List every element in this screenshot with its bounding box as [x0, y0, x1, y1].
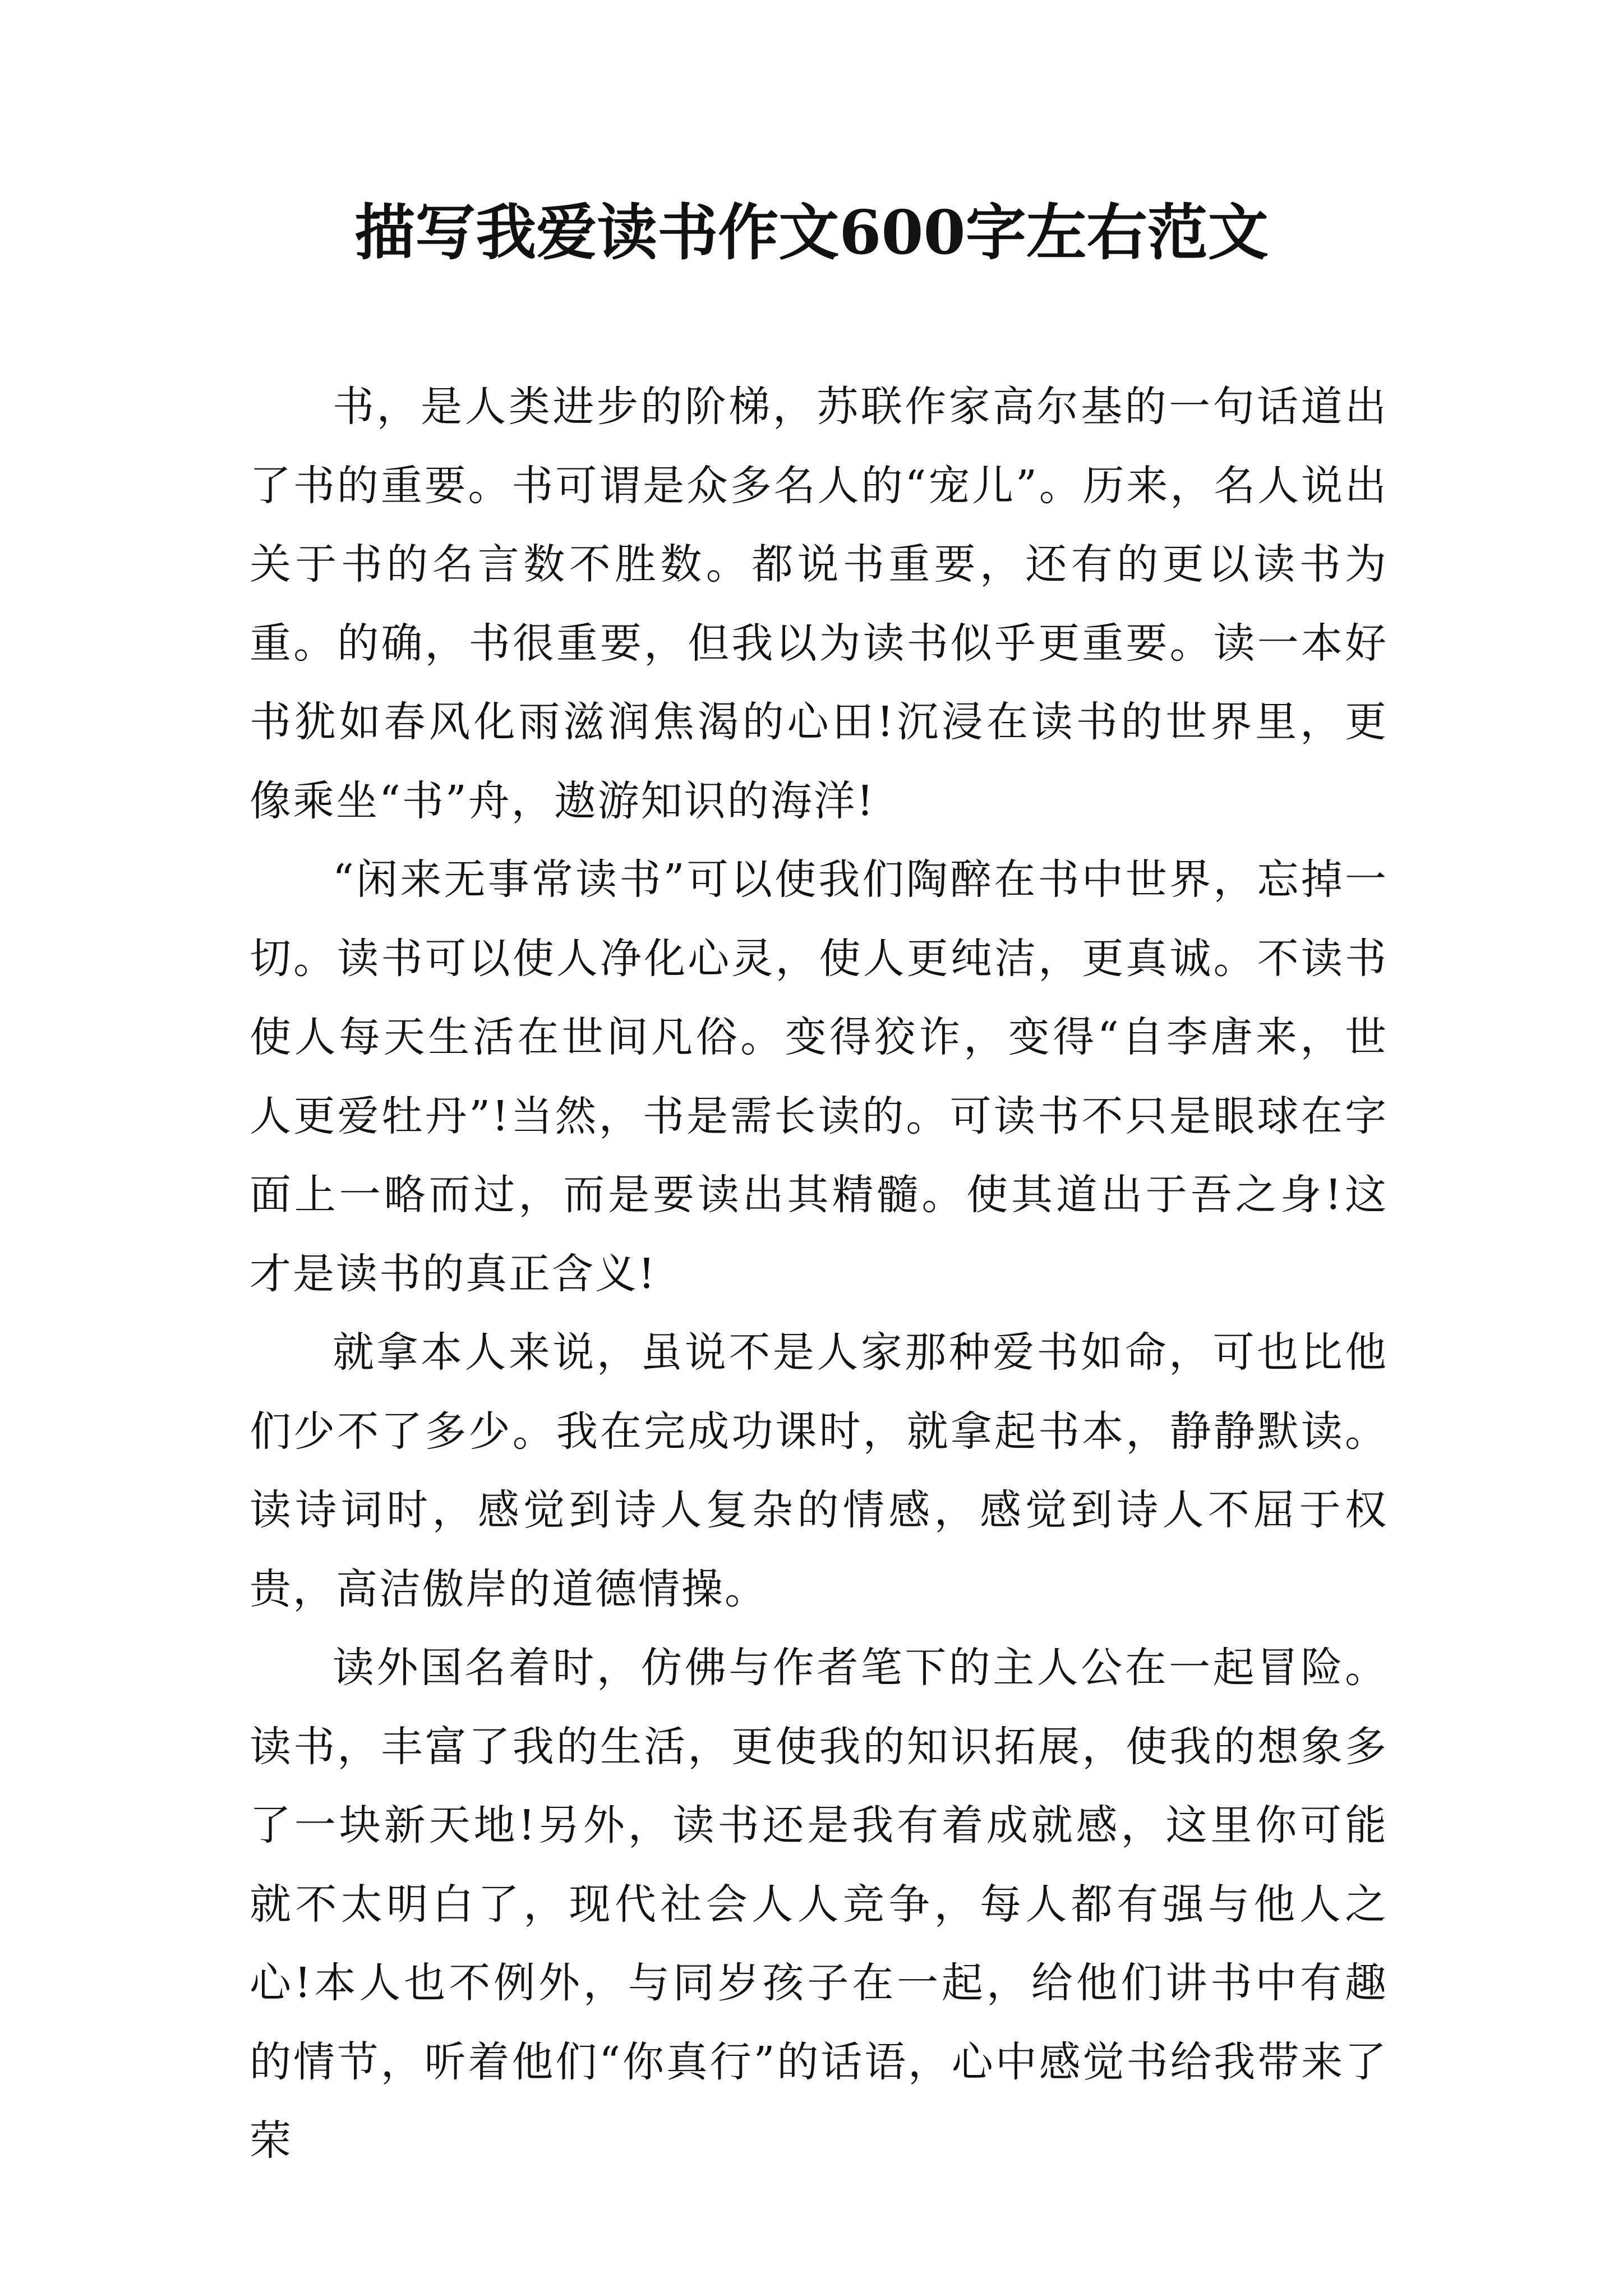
paragraph-1: 书，是人类进步的阶梯，苏联作家高尔基的一句话道出了书的重要。书可谓是众多名人的“宠儿”。历来，名人说出关于书的名言数不胜数。都说书重要，还有的更以读书为重。的确，书很重要，但我以为读书似乎更重要。读一本好书犹如春风化雨滋润焦渴的心田!沉浸在读书的世界里，更像乘坐“书”舟，遨游知识的海洋!	[250, 383, 1388, 825]
paragraph-3: 就拿本人来说，虽说不是人家那种爱书如命，可也比他们少不了多少。我在完成功课时，就拿起书本，静静默读。读诗词时，感觉到诗人复杂的情感，感觉到诗人不屈于权贵，高洁傲岸的道德情操。	[250, 1328, 1388, 1613]
paragraph-4: 读外国名着时，仿佛与作者笔下的主人公在一起冒险。读书，丰富了我的生活，更使我的知识拓展，使我的想象多了一块新天地!另外，读书还是我有着成就感，这里你可能就不太明白了，现代社会人人竞争，每人都有强与他人之心!本人也不例外，与同岁孩子在一起，给他们讲书中有趣的情节，听着他们“你真行”的话语，心中感觉书给我带来了荣	[250, 1644, 1388, 2165]
document-body	[250, 367, 1388, 2180]
document-title: 描写我爱读书作文600字左右范文	[354, 197, 1269, 268]
paragraph-2: “闲来无事常读书”可以使我们陶醉在书中世界，忘掉一切。读书可以使人净化心灵，使人更纯洁，更真诚。不读书使人每天生活在世间凡俗。变得狡诈，变得“自李唐来，世人更爱牡丹”!当然，书是需长读的。可读书不只是眼球在字面上一略而过，而是要读出其精髓。使其道出于吾之身!这才是读书的真正含义!	[250, 855, 1388, 1298]
